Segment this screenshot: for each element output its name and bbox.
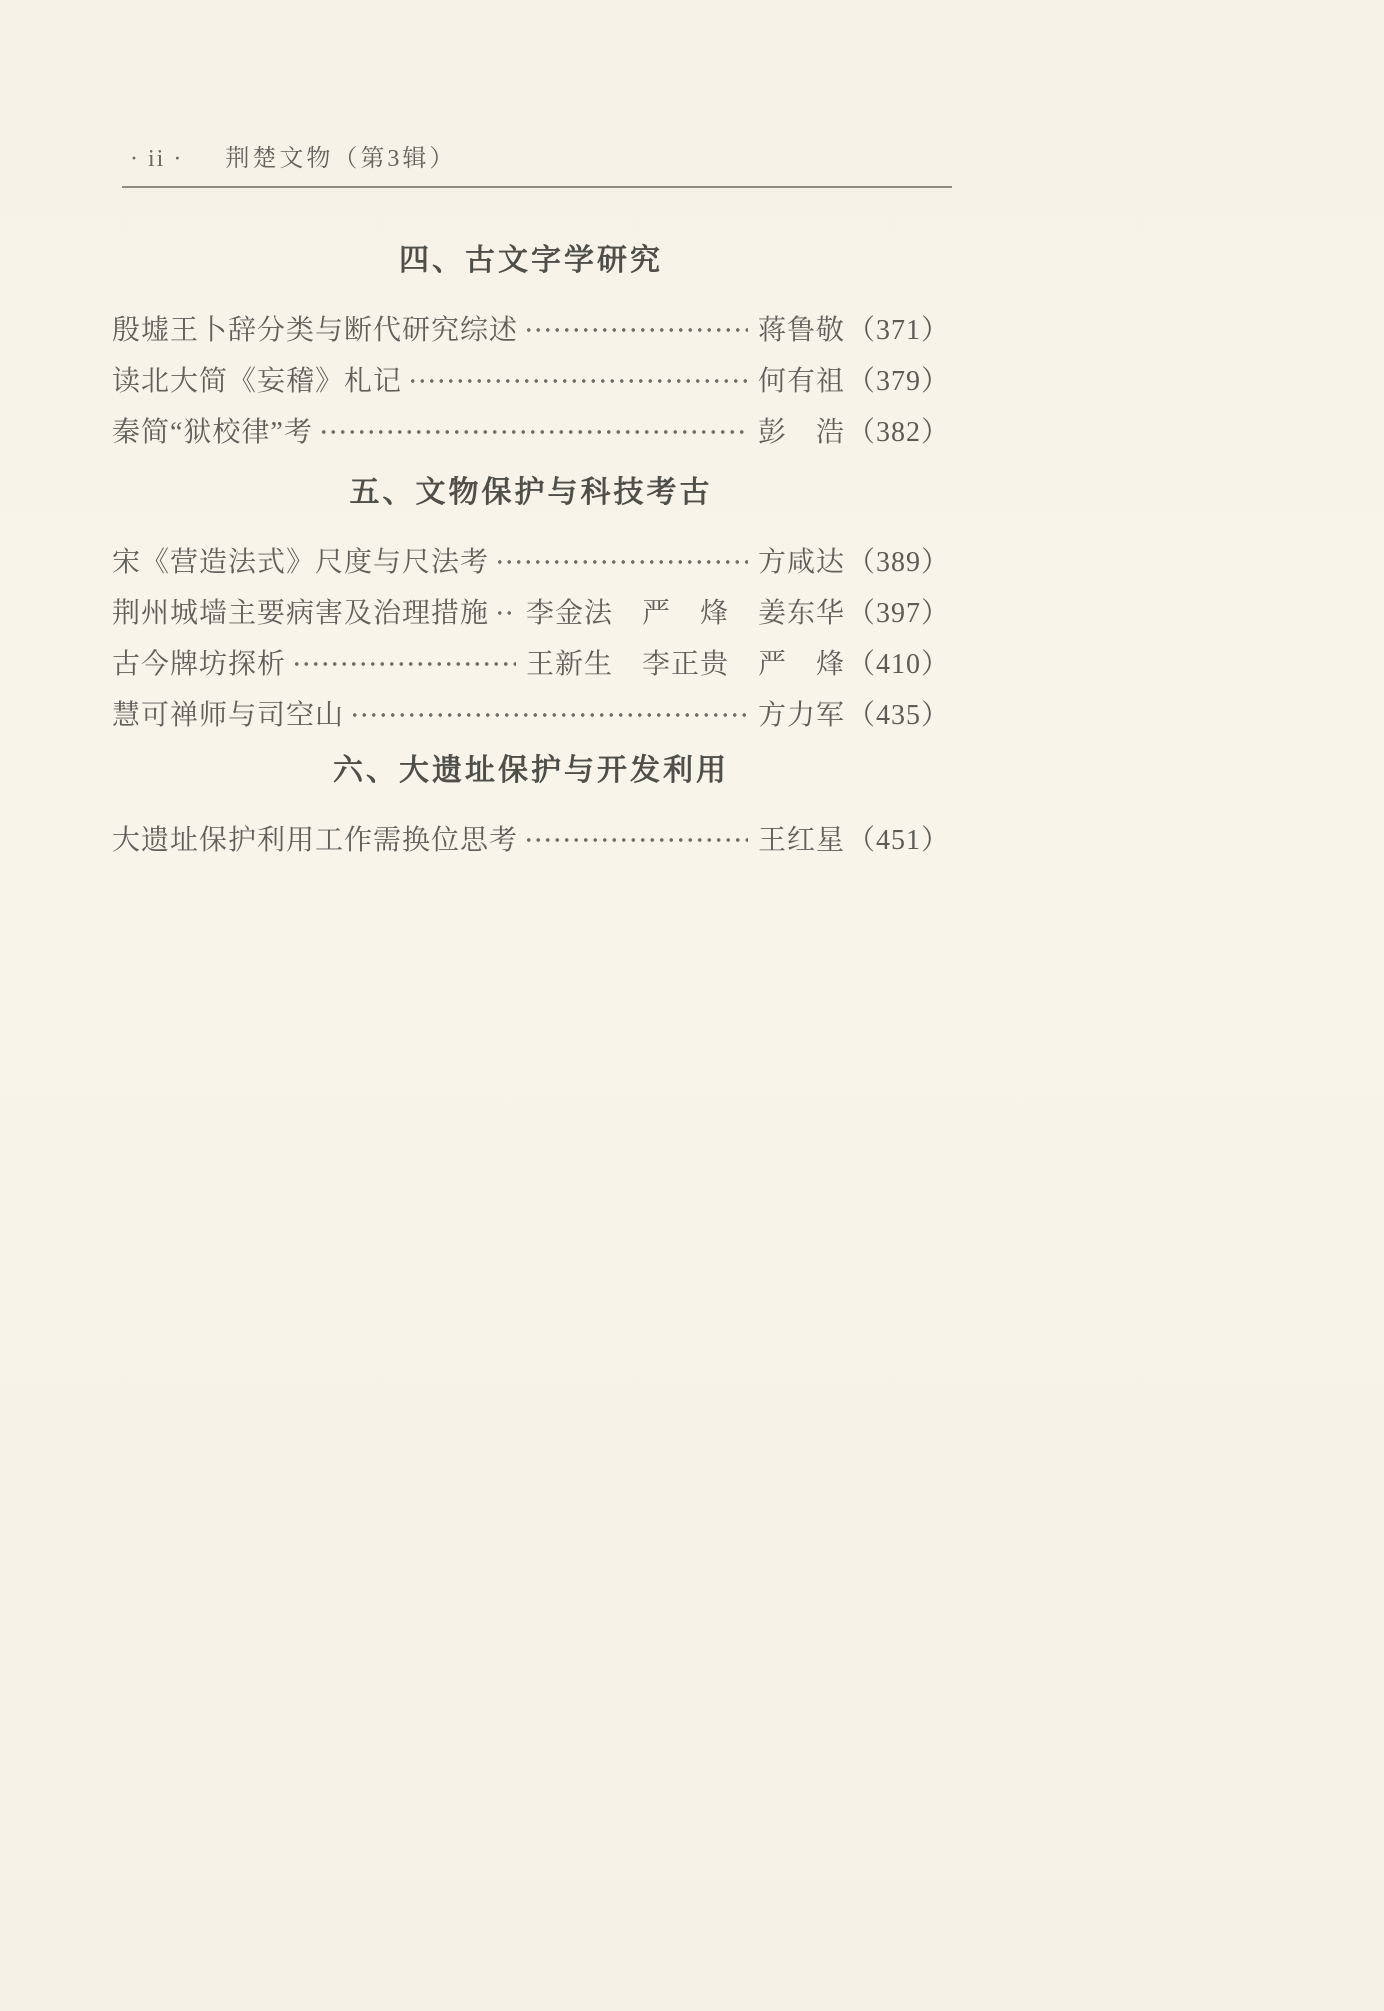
entry-title: 古今牌坊探析 <box>112 648 287 680</box>
entry-authors: 蒋鲁敬 <box>757 314 845 346</box>
dot-leader <box>524 812 748 863</box>
entry-authors: 何有祖 <box>757 365 845 397</box>
entry-authors: 方力军 <box>757 699 845 731</box>
dot-leader <box>292 636 516 687</box>
toc-entry <box>112 636 950 687</box>
section-4-entries <box>112 302 950 455</box>
entry-page-number: （379） <box>846 365 950 397</box>
entry-title: 殷墟王卜辞分类与断代研究综述 <box>112 314 519 346</box>
toc-entry <box>112 534 950 585</box>
section-heading-4: 四、古文字学研究 <box>399 244 663 277</box>
dot-leader <box>495 585 516 636</box>
entry-page-number: （435） <box>846 699 950 731</box>
dot-leader <box>524 302 748 353</box>
entry-page-number: （389） <box>846 546 950 578</box>
entry-page-number: （410） <box>846 648 950 680</box>
entry-title: 宋《营造法式》尺度与尺法考 <box>112 546 490 578</box>
entry-title: 慧可禅师与司空山 <box>112 699 345 731</box>
toc-entry <box>112 353 950 404</box>
page-header <box>130 138 950 173</box>
entry-title: 读北大简《妄稽》札记 <box>112 365 403 397</box>
entry-page-number: （382） <box>846 416 950 448</box>
dot-leader <box>495 534 748 585</box>
toc-entry <box>112 687 950 738</box>
toc-entry <box>112 302 950 353</box>
dot-leader <box>350 687 748 738</box>
toc-entry <box>112 585 950 636</box>
dot-leader <box>319 404 748 455</box>
section-heading-6: 六、大遗址保护与开发利用 <box>333 754 729 787</box>
entry-page-number: （371） <box>846 314 950 346</box>
header-rule <box>122 186 952 188</box>
entry-title: 秦简“狱校律”考 <box>112 416 313 448</box>
section-5-entries <box>112 534 950 738</box>
toc-entry <box>112 812 950 863</box>
dot-leader <box>408 353 748 404</box>
toc-entry <box>112 404 950 455</box>
entry-authors: 彭 浩 <box>757 416 845 448</box>
entry-authors: 方咸达 <box>757 546 845 578</box>
running-title: 荆楚文物（第3辑） <box>225 146 457 172</box>
section-heading-5: 五、文物保护与科技考古 <box>349 476 713 509</box>
page-number-marker: · ii · <box>130 146 184 172</box>
entry-page-number: （451） <box>846 824 950 856</box>
entry-page-number: （397） <box>846 597 950 629</box>
entry-authors: 王新生 李正贵 严 烽 <box>525 648 845 680</box>
entry-authors: 李金法 严 烽 姜东华 <box>525 597 845 629</box>
text-column <box>112 0 950 863</box>
entry-authors: 王红星 <box>757 824 845 856</box>
entry-title: 大遗址保护利用工作需换位思考 <box>112 824 519 856</box>
section-6-entries <box>112 812 950 863</box>
entry-title: 荆州城墙主要病害及治理措施 <box>112 597 490 629</box>
